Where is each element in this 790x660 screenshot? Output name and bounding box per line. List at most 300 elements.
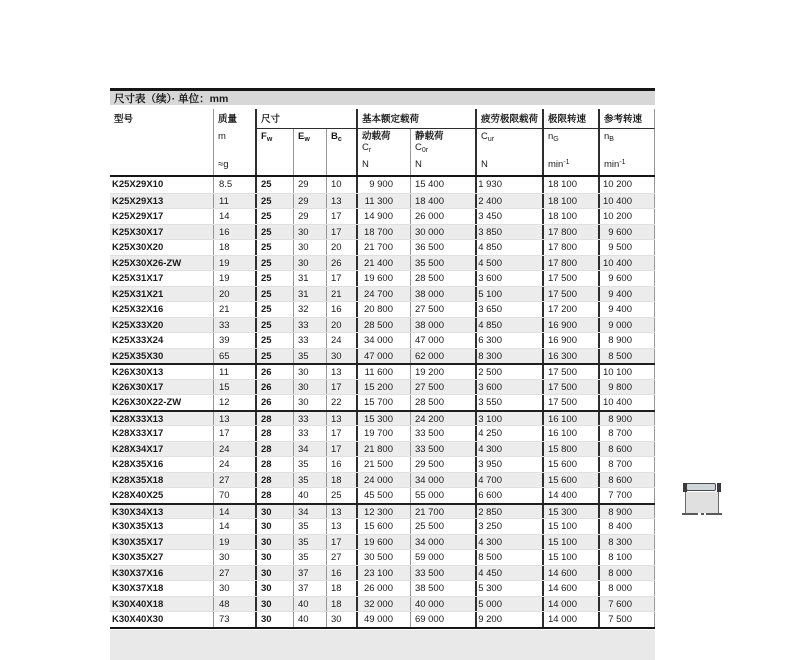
cell-model: K25X31X17 [112,273,164,284]
cell-static-load: 33 500 [410,426,475,441]
cell-fw: 25 [255,209,293,224]
table-row [110,348,655,364]
header-mass-unit: ≈g [213,157,255,175]
cell-ref-speed: 9 800 [598,380,655,395]
cell-fw: 28 [255,457,293,472]
cell-fw: 30 [255,535,293,550]
cell-limit-speed: 17 800 [542,225,598,240]
cell-dynamic-load: 11 300 [356,194,410,209]
cell-static-load: 59 000 [410,550,475,565]
cell-mass: 19 [213,256,255,271]
cell-fatigue-load: 4 250 [475,426,542,441]
cell-mass: 30 [213,550,255,565]
header-dynamic-load: 动载荷 $C_r$ [356,129,410,157]
cell-model: K25X29X10 [112,179,164,190]
header-fw-symbol: $F_w$ [255,129,293,157]
cell-dynamic-load: 34 000 [356,333,410,348]
cell-bc: 20 [326,240,356,255]
cell-limit-speed: 14 400 [542,488,598,503]
table-row [110,286,655,302]
table-row [110,270,655,286]
header-ref-speed-group: 参考转速 [598,109,655,129]
cell-ew: 30 [293,225,326,240]
cell-model: K25X30X17 [112,226,164,238]
cell-dynamic-load: 24 000 [356,473,410,488]
cell-fatigue-load: 3 450 [475,209,542,224]
cell-limit-speed: 15 600 [542,473,598,488]
cell-mass: 19 [213,271,255,286]
cell-dynamic-load: 15 300 [356,412,410,426]
cell-model: K30X34X13 [112,506,164,518]
cell-mass: 13 [213,412,255,426]
cell-fatigue-load: 4 500 [475,256,542,271]
cell-ew: 33 [293,333,326,348]
cell-fw: 25 [255,177,293,193]
cell-fatigue-load: 5 100 [475,287,542,302]
cell-ew: 30 [293,365,326,379]
cell-fatigue-load: 8 500 [475,550,542,565]
cell-ew: 31 [293,287,326,302]
table-row [110,549,655,565]
cell-bc: 16 [326,302,356,317]
cell-fatigue-load: 4 850 [475,318,542,333]
cell-bc: 18 [326,597,356,612]
cell-dynamic-load: 20 800 [356,302,410,317]
cell-limit-speed: 17 500 [542,365,598,379]
table-row [110,580,655,596]
cell-ew: 35 [293,550,326,565]
cell-mass: 27 [213,566,255,581]
cell-mass: 30 [213,581,255,596]
cell-fw: 26 [255,380,293,395]
table-header [110,109,655,177]
cell-bc: 18 [326,581,356,596]
table-row [110,565,655,581]
table-row [110,441,655,457]
cell-mass: 73 [213,612,255,627]
header-ng-symbol: $n_G$ [542,129,598,157]
cell-ew: 30 [293,380,326,395]
cell-model: K25X32X16 [112,304,164,315]
cell-model: K25X31X21 [112,288,164,300]
cell-mass: 15 [213,380,255,395]
header-mass: 质量 [213,109,255,129]
cell-static-load: 35 500 [410,256,475,271]
cell-limit-speed: 15 100 [542,519,598,534]
cell-limit-speed: 17 500 [542,271,598,286]
cell-static-load: 26 000 [410,209,475,224]
cell-fw: 25 [255,271,293,286]
cell-model: K28X33X13 [112,413,164,425]
shaft-section-shape [685,492,719,513]
cell-dynamic-load: 28 500 [356,318,410,333]
cell-fw: 25 [255,318,293,333]
table-row [110,177,655,193]
cell-bc: 30 [326,612,356,627]
cell-bc: 24 [326,333,356,348]
cell-model: K30X37X16 [112,567,164,579]
cell-dynamic-load: 21 500 [356,457,410,472]
header-limit-speed-group: 极限转速 [542,109,598,129]
header-mass-symbol: m [213,129,255,157]
cell-fw: 25 [255,333,293,348]
cage-end-left [683,483,687,492]
cell-fatigue-load: 4 700 [475,473,542,488]
cell-model: K30X40X18 [112,598,164,610]
table-row [110,611,655,627]
table-body [110,177,655,629]
cell-static-load: 34 000 [410,535,475,550]
table-row [110,208,655,224]
table-row [110,596,655,612]
cell-fatigue-load: 3 550 [475,395,542,410]
header-bc-symbol: $B_c$ [326,129,356,157]
cell-fatigue-load: 2 850 [475,505,542,519]
cell-mass: 70 [213,488,255,503]
cell-dynamic-load: 23 100 [356,566,410,581]
cell-fw: 26 [255,365,293,379]
cell-fw: 30 [255,505,293,519]
table-row [110,472,655,488]
cell-mass: 20 [213,287,255,302]
cell-ref-speed: 10 400 [598,256,655,271]
cell-dynamic-load: 19 600 [356,535,410,550]
dimension-table [110,88,655,629]
cell-limit-speed: 14 600 [542,566,598,581]
cell-dynamic-load: 15 200 [356,380,410,395]
cell-dynamic-load: 15 600 [356,519,410,534]
cell-mass: 65 [213,349,255,364]
cell-limit-speed: 17 500 [542,395,598,410]
cell-ref-speed: 10 200 [598,209,655,224]
footer-band [110,630,655,660]
cell-ew: 40 [293,612,326,627]
cell-ew: 40 [293,488,326,503]
cell-model: K25X29X13 [112,195,164,207]
cell-bc: 20 [326,318,356,333]
cell-mass: 18 [213,240,255,255]
cell-mass: 14 [213,519,255,534]
table-row [110,503,655,519]
cell-dynamic-load: 18 700 [356,225,410,240]
cell-fatigue-load: 1 930 [475,177,542,193]
cell-limit-speed: 16 900 [542,318,598,333]
cell-mass: 24 [213,457,255,472]
cell-ref-speed: 10 100 [598,365,655,379]
cell-limit-speed: 17 800 [542,240,598,255]
table-title: 尺寸表（续）· 单位：mm [110,88,655,105]
cell-bc: 17 [326,535,356,550]
cell-dynamic-load: 19 700 [356,426,410,441]
cell-static-load: 38 500 [410,581,475,596]
cell-bc: 16 [326,457,356,472]
cell-dynamic-load: 45 500 [356,488,410,503]
cell-limit-speed: 17 800 [542,256,598,271]
cell-ref-speed: 8 900 [598,333,655,348]
cell-static-load: 19 200 [410,365,475,379]
cell-dynamic-load: 32 000 [356,597,410,612]
header-ew-unit [293,157,326,175]
cell-limit-speed: 15 600 [542,457,598,472]
cell-model: K25X29X17 [112,211,164,222]
cell-fw: 30 [255,597,293,612]
cell-static-load: 28 500 [410,395,475,410]
cell-model: K30X35X13 [112,521,164,532]
cell-fw: 26 [255,395,293,410]
cell-bc: 21 [326,287,356,302]
cell-mass: 19 [213,535,255,550]
header-fw-unit [255,157,293,175]
cell-ref-speed: 9 400 [598,302,655,317]
cell-model: K25X35X30 [112,350,164,362]
cell-ew: 29 [293,194,326,209]
table-row [110,410,655,426]
cell-mass: 11 [213,365,255,379]
cell-ref-speed: 9 400 [598,287,655,302]
header-cur-unit: N [475,157,542,175]
cell-dynamic-load: 49 000 [356,612,410,627]
cell-model: K28X40X25 [112,490,164,501]
cell-ew: 34 [293,505,326,519]
cell-ew: 32 [293,302,326,317]
cell-model: K28X33X17 [112,428,164,439]
cell-mass: 11 [213,194,255,209]
cell-bc: 17 [326,225,356,240]
cell-static-load: 40 000 [410,597,475,612]
cell-ref-speed: 7 500 [598,612,655,627]
cell-fw: 28 [255,473,293,488]
cell-ref-speed: 8 700 [598,426,655,441]
cell-bc: 17 [326,426,356,441]
cell-ew: 35 [293,519,326,534]
cell-mass: 14 [213,505,255,519]
cell-model: K26X30X22-ZW [112,397,182,408]
cell-ew: 35 [293,349,326,364]
cell-fatigue-load: 5 300 [475,581,542,596]
cell-fatigue-load: 3 650 [475,302,542,317]
cell-ref-speed: 10 400 [598,194,655,209]
cell-bc: 22 [326,395,356,410]
cell-static-load: 30 000 [410,225,475,240]
cell-fw: 25 [255,225,293,240]
cell-ew: 34 [293,442,326,457]
cell-model: K28X35X16 [112,459,164,470]
cell-dynamic-load: 14 900 [356,209,410,224]
table-row [110,394,655,410]
cell-model: K26X30X17 [112,381,164,393]
cell-ew: 35 [293,457,326,472]
cell-limit-speed: 14 000 [542,612,598,627]
cell-bc: 25 [326,488,356,503]
cell-limit-speed: 16 300 [542,349,598,364]
cell-static-load: 47 000 [410,333,475,348]
header-basic-load-group: 基本额定载荷 [356,109,475,129]
table-row [110,332,655,348]
cell-mass: 48 [213,597,255,612]
center-mark-gap [698,513,701,515]
cell-ref-speed: 8 900 [598,412,655,426]
cell-ref-speed: 8 100 [598,550,655,565]
cell-model: K26X30X13 [112,367,164,378]
cell-ew: 35 [293,535,326,550]
cell-static-load: 15 400 [410,177,475,193]
cell-model: K30X40X30 [112,614,164,625]
cell-ref-speed: 10 400 [598,395,655,410]
cell-ref-speed: 8 000 [598,566,655,581]
cell-static-load: 24 200 [410,412,475,426]
cell-bc: 17 [326,442,356,457]
cell-model: K30X35X17 [112,536,164,548]
cell-static-load: 18 400 [410,194,475,209]
cell-ew: 33 [293,318,326,333]
cell-limit-speed: 18 100 [542,209,598,224]
cell-ew: 37 [293,566,326,581]
cell-limit-speed: 16 100 [542,426,598,441]
cell-mass: 21 [213,302,255,317]
cell-mass: 27 [213,473,255,488]
cell-fatigue-load: 4 450 [475,566,542,581]
cell-dynamic-load: 9 900 [356,177,410,193]
cell-ref-speed: 8 400 [598,519,655,534]
cell-mass: 16 [213,225,255,240]
table-row [110,456,655,472]
table-row [110,239,655,255]
cell-ew: 30 [293,395,326,410]
cell-dynamic-load: 21 800 [356,442,410,457]
cell-bc: 27 [326,550,356,565]
cell-static-load: 55 000 [410,488,475,503]
header-nb-unit: $\min^{-1}$ [598,157,655,175]
cell-model: K25X33X24 [112,335,164,346]
cell-fatigue-load: 6 600 [475,488,542,503]
cell-fw: 30 [255,612,293,627]
cell-dynamic-load: 26 000 [356,581,410,596]
cell-mass: 14 [213,209,255,224]
cell-limit-speed: 15 300 [542,505,598,519]
cell-model: K25X33X20 [112,319,164,331]
cell-ref-speed: 8 000 [598,581,655,596]
cell-static-load: 29 500 [410,457,475,472]
cell-bc: 30 [326,349,356,364]
header-cur-symbol: $C_{ur}$ [475,129,542,157]
cell-fw: 25 [255,302,293,317]
cell-fw: 25 [255,287,293,302]
cell-model: K28X34X17 [112,443,164,455]
cell-ref-speed: 9 000 [598,318,655,333]
header-ew-symbol: $E_w$ [293,129,326,157]
bearing-cross-section-icon [682,483,722,517]
cell-static-load: 69 000 [410,612,475,627]
cell-model: K28X35X18 [112,474,164,486]
cell-bc: 26 [326,256,356,271]
cell-bc: 16 [326,566,356,581]
cell-ref-speed: 8 500 [598,349,655,364]
cell-bc: 13 [326,505,356,519]
cage-end-right [717,483,721,492]
header-unit-blank [110,157,213,175]
table-row [110,425,655,441]
cell-static-load: 21 700 [410,505,475,519]
cell-bc: 13 [326,365,356,379]
cell-ref-speed: 7 700 [598,488,655,503]
cell-ref-speed: 9 600 [598,225,655,240]
cell-fatigue-load: 4 300 [475,442,542,457]
cell-static-load: 28 500 [410,271,475,286]
header-model-blank [110,129,213,157]
cell-dynamic-load: 19 600 [356,271,410,286]
cell-fatigue-load: 9 200 [475,612,542,627]
cell-fatigue-load: 5 000 [475,597,542,612]
cell-ew: 37 [293,581,326,596]
cell-bc: 13 [326,194,356,209]
cell-ew: 30 [293,240,326,255]
table-row [110,363,655,379]
cell-fatigue-load: 3 600 [475,380,542,395]
cell-ew: 29 [293,177,326,193]
cell-static-load: 36 500 [410,240,475,255]
cell-static-load: 27 500 [410,380,475,395]
cell-fatigue-load: 8 300 [475,349,542,364]
cell-limit-speed: 16 100 [542,412,598,426]
cell-mass: 17 [213,426,255,441]
cell-static-load: 62 000 [410,349,475,364]
header-dimensions-group: 尺寸 [255,109,356,129]
cell-ref-speed: 10 200 [598,177,655,193]
cell-static-load: 34 000 [410,473,475,488]
cell-dynamic-load: 30 500 [356,550,410,565]
cell-fatigue-load: 3 100 [475,412,542,426]
cell-dynamic-load: 21 700 [356,240,410,255]
cell-model: K25X30X20 [112,242,164,253]
header-cr-unit: N [356,157,410,175]
table-row [110,224,655,240]
cell-ref-speed: 7 600 [598,597,655,612]
cell-limit-speed: 15 100 [542,535,598,550]
cell-bc: 13 [326,519,356,534]
cell-fatigue-load: 6 300 [475,333,542,348]
cell-fatigue-load: 3 850 [475,225,542,240]
cell-fatigue-load: 3 600 [475,271,542,286]
cell-ew: 31 [293,271,326,286]
table-row [110,193,655,209]
cell-fw: 30 [255,550,293,565]
cell-fw: 28 [255,412,293,426]
cell-ref-speed: 8 300 [598,535,655,550]
cell-ref-speed: 9 500 [598,240,655,255]
cell-model: K25X30X26-ZW [112,257,182,269]
cell-fatigue-load: 2 400 [475,194,542,209]
cell-model: K30X37X18 [112,583,164,594]
cell-dynamic-load: 15 700 [356,395,410,410]
cell-static-load: 38 000 [410,318,475,333]
cell-ew: 33 [293,412,326,426]
table-row [110,534,655,550]
cell-fw: 25 [255,349,293,364]
cell-fw: 25 [255,194,293,209]
cell-bc: 17 [326,271,356,286]
cell-bc: 18 [326,473,356,488]
cell-ew: 30 [293,256,326,271]
cell-mass: 24 [213,442,255,457]
table-row [110,301,655,317]
table-row [110,379,655,395]
cell-ew: 33 [293,426,326,441]
cell-fw: 30 [255,519,293,534]
header-bc-unit [326,157,356,175]
cell-static-load: 27 500 [410,302,475,317]
cell-fw: 28 [255,426,293,441]
cell-static-load: 25 500 [410,519,475,534]
